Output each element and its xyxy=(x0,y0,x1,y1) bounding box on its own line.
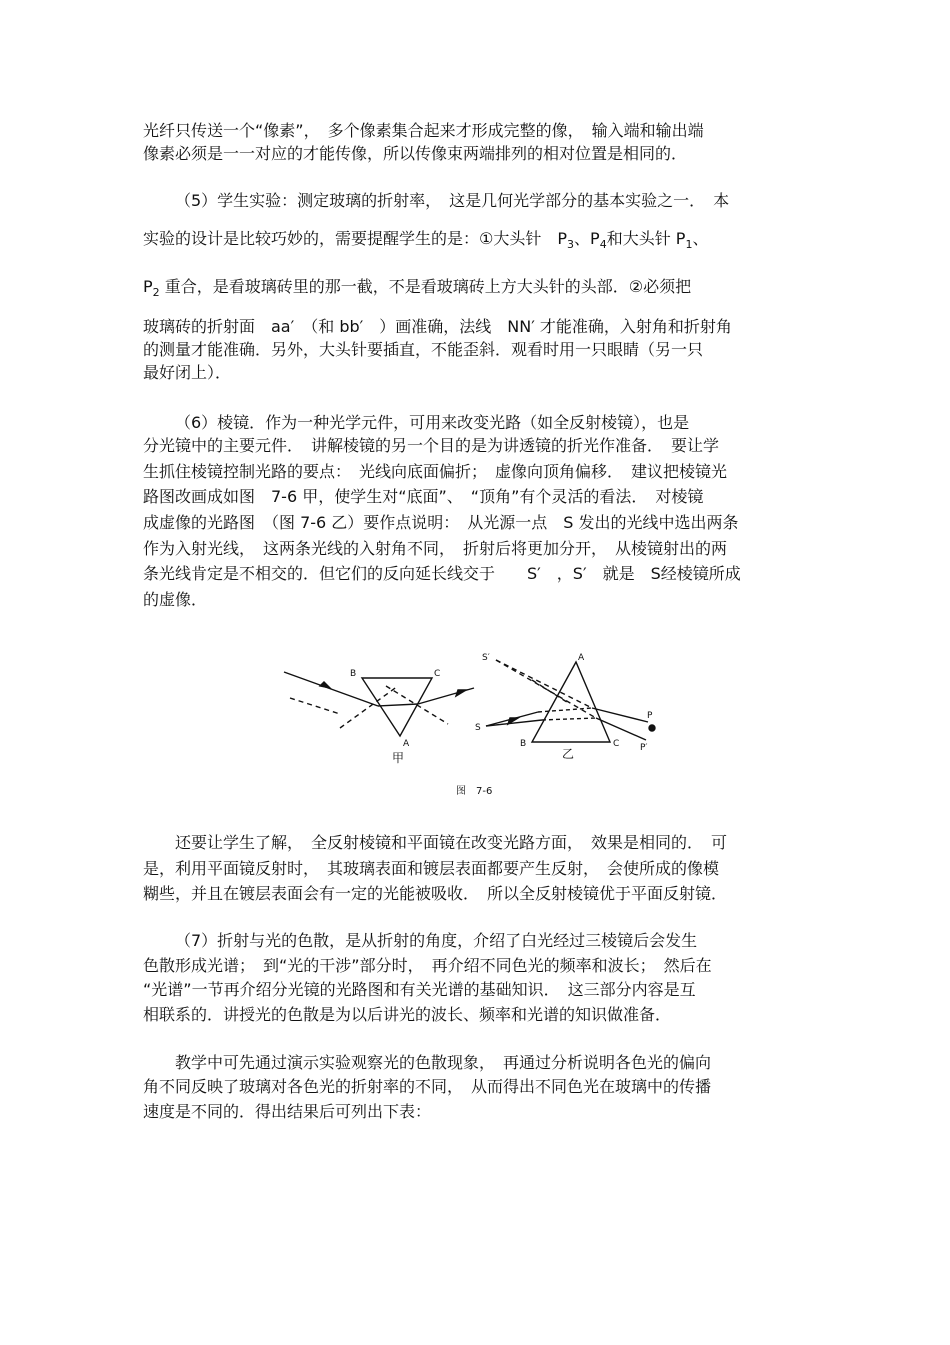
vertex-label: A xyxy=(403,739,410,749)
emergent-ray xyxy=(596,718,646,740)
vertex-label: B xyxy=(350,669,357,679)
source-label: S xyxy=(475,723,481,733)
prism-triangle-left xyxy=(362,678,432,736)
prism-figure-right xyxy=(475,653,655,761)
text-line xyxy=(143,228,823,256)
pin-label: P xyxy=(557,229,568,248)
text-line: 路图改画成如图 7-6 甲，使学生对“底面”、 “顶角”有个灵活的看法． 对棱镜 xyxy=(143,487,704,506)
text-line: “光谱”一节再介绍分光镜的光路图和有关光谱的基础知识． 这三部分内容是互 xyxy=(143,980,696,999)
point-marker xyxy=(649,725,655,731)
vertex-label: C xyxy=(613,739,620,749)
vertex-label: C xyxy=(434,669,441,679)
text-line: 光纤只传送一个“像素”， 多个像素集合起来才形成完整的像， 输入端和输出端 xyxy=(143,121,704,140)
subscript: 4 xyxy=(599,238,607,251)
text-line: （7）折射与光的色散，是从折射的角度，介绍了白光经过三棱镜后会发生 xyxy=(175,931,698,950)
text-line: 最好闭上）． xyxy=(143,363,232,382)
text-line: 成虚像的光路图 （图 7-6 乙）要作点说明： 从光源一点 S 发出的光线中选出两条 xyxy=(143,513,739,532)
text-span: 重合，是看玻璃砖里的那一截，不是看玻璃砖上方大头针的头部．②必须把 xyxy=(164,277,692,296)
normal-line xyxy=(340,686,398,728)
text-line: （5）学生实验：测定玻璃的折射率， 这是几何光学部分的基本实验之一． 本 xyxy=(175,191,730,210)
text-line: 条光线肯定是不相交的．但它们的反向延长线交于 S′ ，S′ 就是 S经棱镜所成 xyxy=(143,564,741,583)
text-line: 的虚像． xyxy=(143,590,208,609)
text-line: 教学中可先通过演示实验观察光的色散现象， 再通过分析说明各色光的偏向 xyxy=(175,1053,712,1072)
text-line: 是，利用平面镜反射时， 其玻璃表面和镀层表面都要产生反射， 会使所成的像模 xyxy=(143,859,720,878)
text-line: 糊些，并且在镀层表面会有一定的光能被吸收． 所以全反射棱镜优于平面反射镜． xyxy=(143,884,728,903)
text-line: 相联系的．讲授光的色散是为以后讲光的波长、频率和光谱的知识做准备． xyxy=(143,1005,672,1024)
sub-caption: 乙 xyxy=(562,747,575,761)
text-line: 色散形成光谱； 到“光的干涉”部分时， 再介绍不同色光的频率和波长； 然后在 xyxy=(143,956,712,975)
image-label: S′ xyxy=(482,653,490,663)
normal-line xyxy=(290,698,340,714)
prism-figure-left xyxy=(284,669,474,765)
text-span: 和大头针 xyxy=(606,229,671,248)
ray-arrow xyxy=(320,682,330,688)
incident-ray xyxy=(284,672,378,706)
text-span: 、 xyxy=(574,229,591,248)
text-line: 生抓住棱镜控制光路的要点： 光线向底面偏折； 虚像向顶角偏移． 建议把棱镜光 xyxy=(143,462,728,481)
point-label: P xyxy=(647,711,653,721)
text-line: 的测量才能准确．另外，大头针要插直，不能歪斜．观看时用一只眼睛（另一只 xyxy=(143,340,704,359)
vertex-label: A xyxy=(578,653,585,663)
figure-caption: 图 7-6 xyxy=(456,786,493,797)
prism-figure xyxy=(270,648,690,808)
prism-triangle-right xyxy=(532,662,610,742)
vertex-label: B xyxy=(520,739,527,749)
text-line: 玻璃砖的折射面 aa′ （和 bb′ ）画准确，法线 NN′ 才能准确，入射角和折射角 xyxy=(143,317,732,336)
extension-line xyxy=(542,718,596,720)
text-line: （6）棱镜．作为一种光学元件，可用来改变光路（如全反射棱镜），也是 xyxy=(175,413,690,432)
subscript: 3 xyxy=(567,238,575,251)
text-line: 像素必须是一一对应的才能传像，所以传像束两端排列的相对位置是相同的． xyxy=(143,144,688,163)
text-span: 、 xyxy=(692,229,709,248)
text-span: 实验的设计是比较巧妙的，需要提醒学生的是：①大头针 xyxy=(143,229,558,248)
text-line: 分光镜中的主要元件． 讲解棱镜的另一个目的是为讲透镜的折光作准备． 要让学 xyxy=(143,436,720,455)
ray-arrow xyxy=(456,690,466,696)
refracted-ray xyxy=(378,704,418,706)
subscript: 2 xyxy=(152,286,160,299)
subscript: 1 xyxy=(685,238,693,251)
pin-label: P xyxy=(590,229,600,248)
text-line xyxy=(143,276,823,304)
text-line: 还要让学生了解， 全反射棱镜和平面镜在改变光路方面， 效果是相同的． 可 xyxy=(175,833,728,852)
pin-label: P xyxy=(675,229,686,248)
sub-caption: 甲 xyxy=(392,751,405,765)
text-line: 速度是不同的．得出结果后可列出下表： xyxy=(143,1102,432,1121)
text-line: 角不同反映了玻璃对各色光的折射率的不同， 从而得出不同色光在玻璃中的传播 xyxy=(143,1077,712,1096)
text-line: 作为入射光线， 这两条光线的入射角不同， 折射后将更加分开， 从棱镜射出的两 xyxy=(143,539,728,558)
pin-label: P xyxy=(143,277,153,296)
point-label: P′ xyxy=(640,743,648,753)
